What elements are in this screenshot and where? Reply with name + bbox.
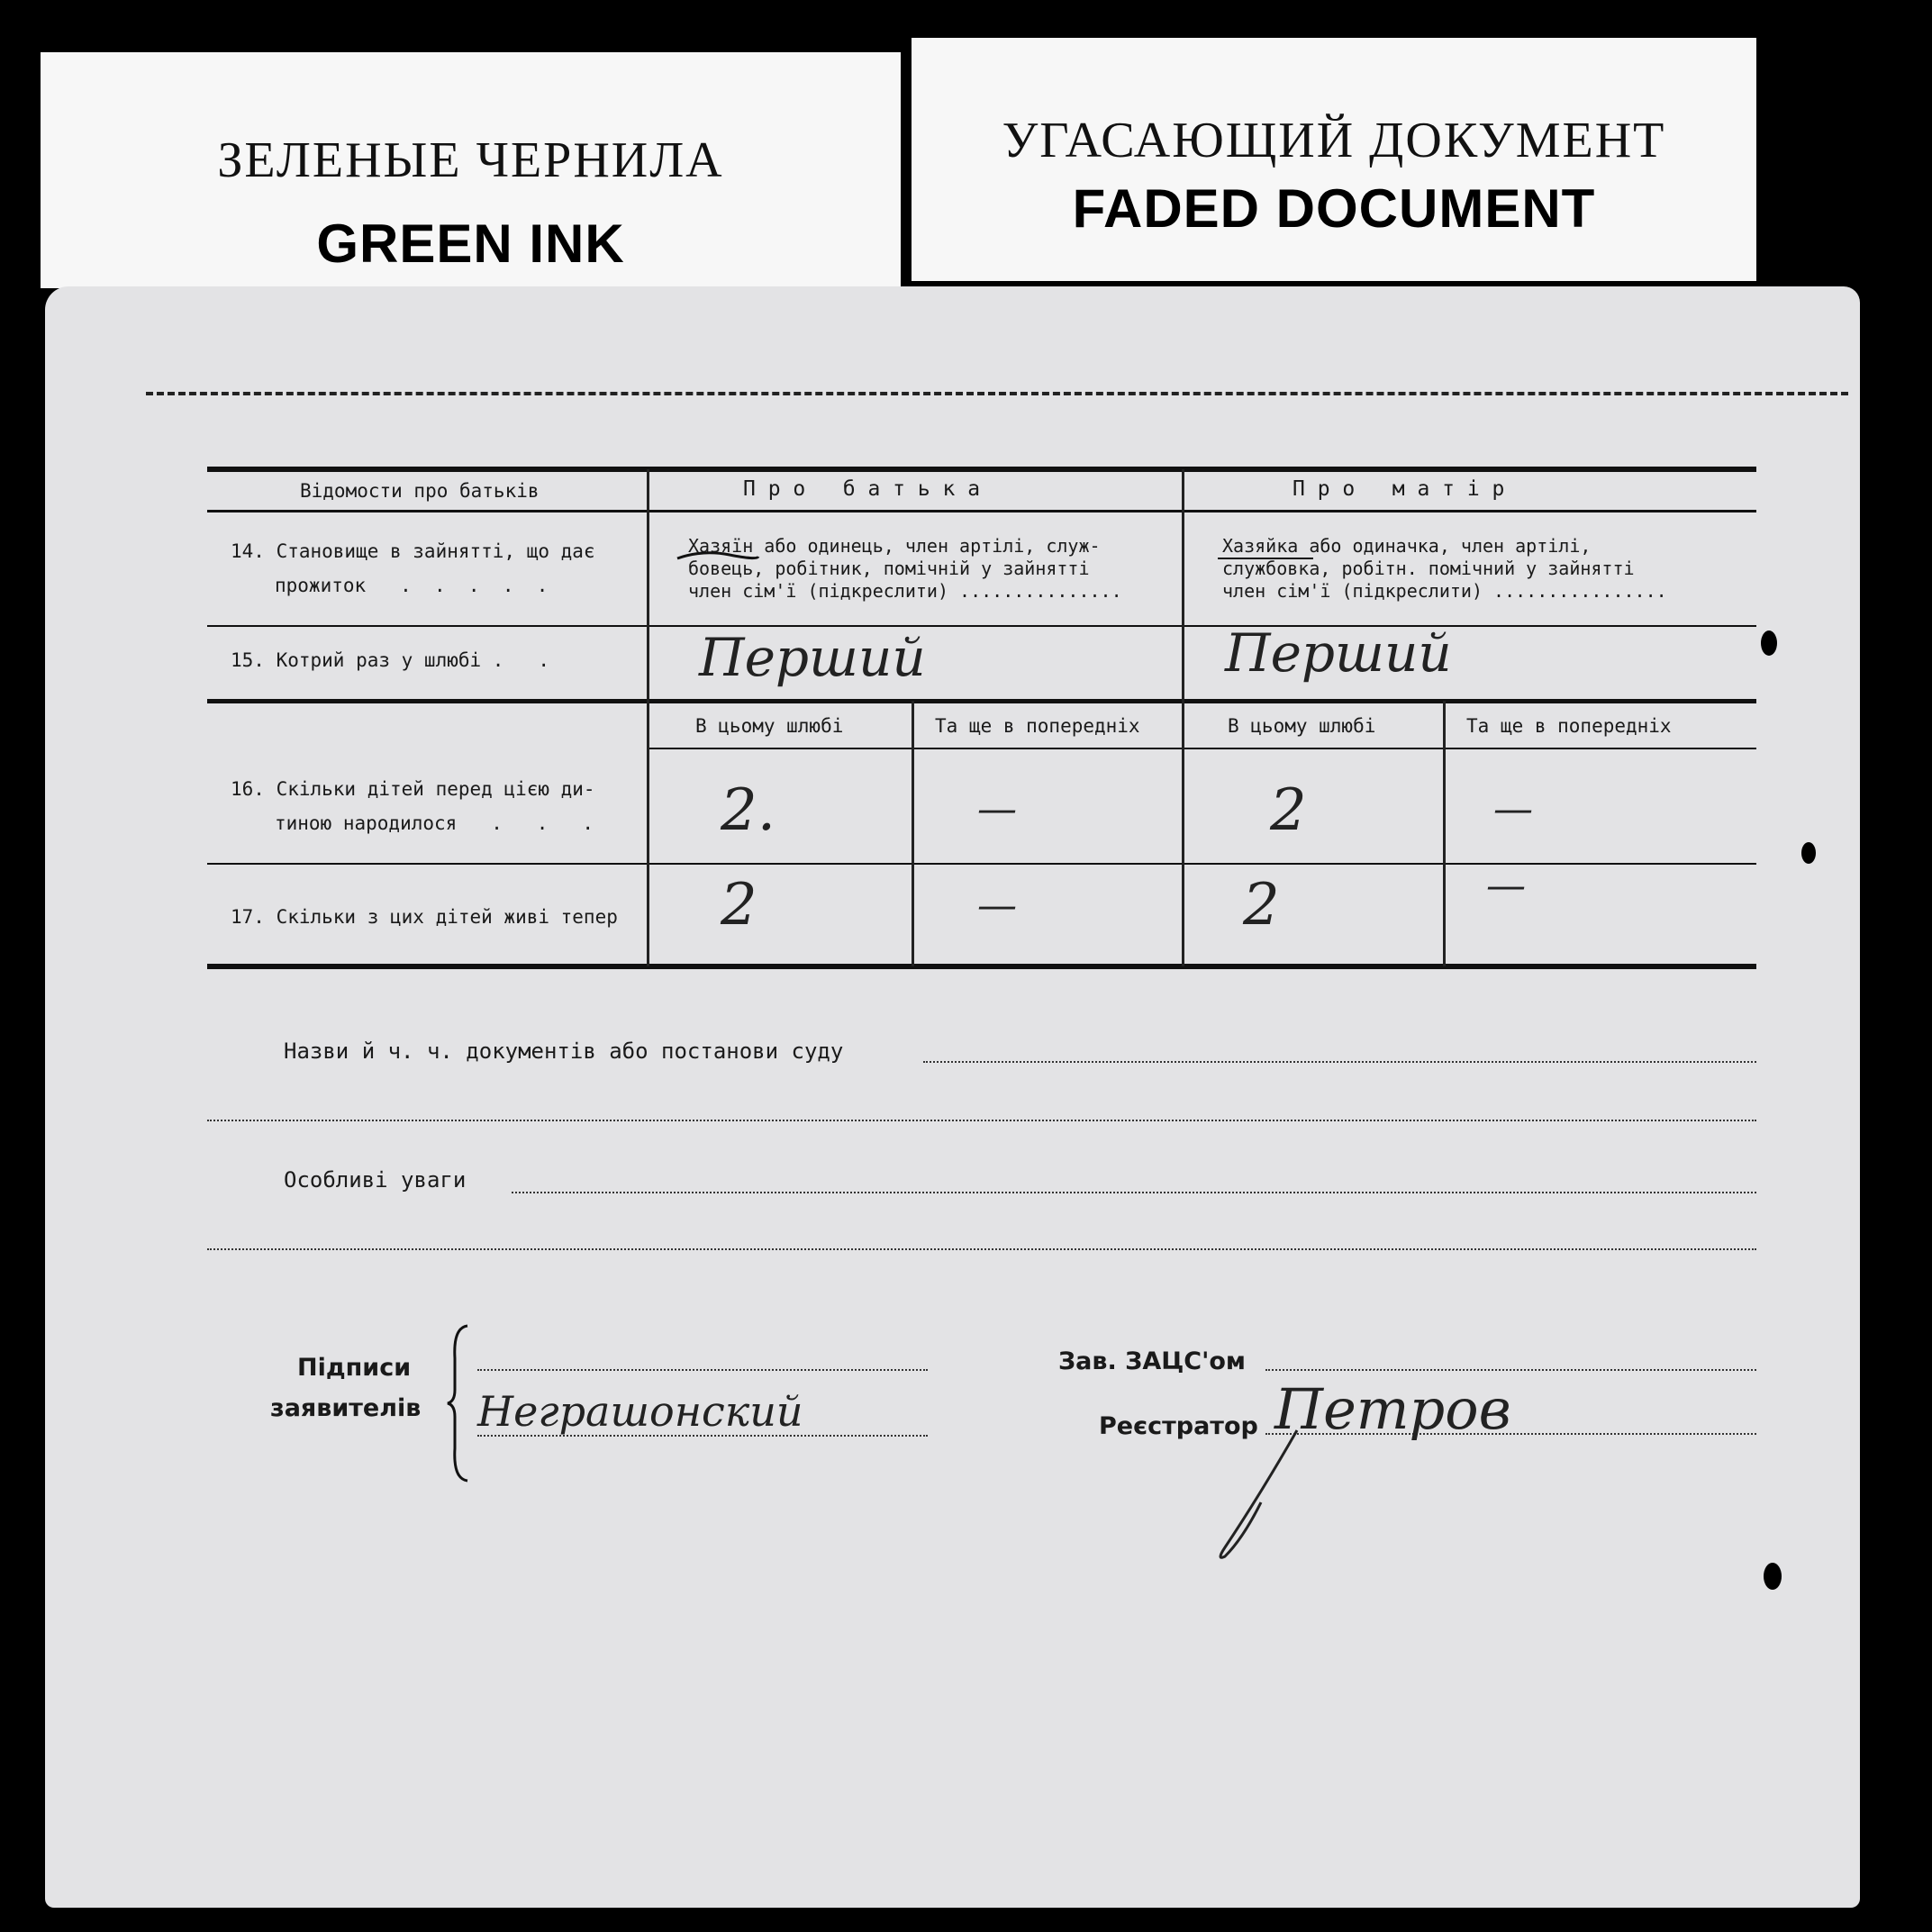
row14-father-line1: Хазяїн або одинець, член артілі, служ- [688,535,1101,557]
applicant-signature: Неграшонский [477,1387,803,1436]
faded-document-label-ru: УГАСАЮЩИЙ ДОКУМЕНТ [1002,113,1666,168]
mother-this-marriage-header: В цьому шлюбі [1228,715,1376,737]
underline-mark-father [676,548,761,566]
punch-hole-mark [1764,1563,1782,1590]
header-about-mother: П р о м а т і р [1293,477,1505,501]
applicants-label-line2: заявителів [270,1394,422,1422]
documents-label: Назви й ч. ч. документів або постанови суду [284,1039,844,1064]
punch-hole-mark [1801,842,1816,864]
row17-father-this: 2 [721,872,757,939]
mother-previous-header: Та ще в попередніх [1466,715,1672,737]
table-bottom-rule [207,964,1756,969]
head-label: Зав. ЗАЦС'ом [1058,1347,1246,1375]
table-top-rule [207,467,1756,472]
documents-fill-line-2 [207,1120,1756,1121]
row14-mother-line1: Хазяйка або одиначка, член артілі, [1222,535,1592,557]
row16-father-prev: — [977,786,1017,832]
row15-mother-value: Перший [1225,622,1452,684]
row14-label-line2: прожиток . . . . . [275,575,549,596]
registrar-label: Реєстратор [1099,1412,1258,1440]
green-ink-label-ru: ЗЕЛЕНЫЕ ЧЕРНИЛА [217,132,724,188]
green-ink-card [41,52,901,288]
row17-mother-prev: — [1486,863,1526,909]
perforation-line [146,392,1848,395]
documents-fill-line [923,1061,1756,1063]
row15-label: 15. Котрий раз у шлюбі . . [231,649,550,671]
registrar-signature-flourish [1207,1421,1315,1565]
faded-document-card [912,38,1756,281]
father-previous-header: Та ще в попередніх [935,715,1140,737]
faded-document-label-en: FADED DOCUMENT [1072,178,1596,239]
signature-brace [446,1322,473,1484]
col-divider-1 [647,469,649,966]
col-divider-mother [1443,701,1446,966]
notes-fill-line [512,1192,1756,1193]
row16-mother-this: 2 [1270,777,1307,844]
row16-label-line1: 16. Скільки дітей перед цією ди- [231,778,595,800]
table-header-rule [207,510,1756,512]
notes-label: Особливі уваги [284,1167,467,1193]
row16-mother-prev: — [1493,786,1533,832]
applicants-label-line1: Підписи [297,1354,412,1382]
row16-label-line2: тиною народилося . . . [275,812,594,834]
row14-label-line1: 14. Становище в зайнятті, що дає [231,540,595,562]
notes-fill-line-2 [207,1248,1756,1250]
registrar-signature: Петров [1274,1376,1511,1442]
row14-father-line2: бовець, робітник, помічній у зайнятті [688,558,1090,579]
row15-rule [207,699,1756,703]
subheader-rule [649,748,1756,749]
col-divider-2 [1182,469,1184,966]
green-ink-label-en: GREEN INK [316,213,625,274]
document-sheet [45,286,1860,1908]
row14-mother-line3: член сім'ї (підкреслити) ................ [1222,580,1667,602]
header-about-father: П р о б а т ь к а [743,477,981,501]
col-divider-father [912,701,914,966]
row14-father-line3: член сім'ї (підкреслити) ............... [688,580,1122,602]
row17-mother-this: 2 [1243,872,1280,939]
header-parents-info: Відомости про батьків [300,480,540,502]
father-this-marriage-header: В цьому шлюбі [695,715,844,737]
row14-rule [207,625,1756,627]
applicant-sign-line-1 [477,1369,928,1371]
row17-label: 17. Скільки з цих дітей живі тепер [231,906,618,928]
row14-mother-line2: службовка, робітн. помічний у зайнятті [1222,558,1635,579]
head-sign-line [1265,1369,1756,1371]
underline-mark-mother [1216,553,1315,566]
row16-father-this: 2. [721,777,776,844]
row15-father-value: Перший [699,627,926,688]
punch-hole-mark [1761,630,1777,656]
row17-father-prev: — [977,883,1017,929]
